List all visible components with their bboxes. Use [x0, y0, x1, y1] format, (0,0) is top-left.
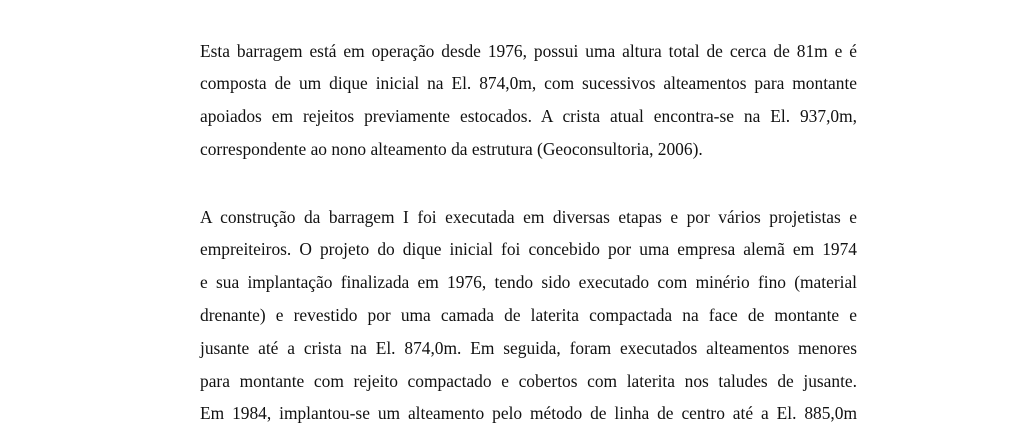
paragraph-line: composta de um dique inicial na El. 874,0m, com sucessivos alteamentos para montante — [200, 73, 857, 93]
paragraph-line: drenante) e revestido por uma camada de laterita compactada na face de montante e — [200, 305, 857, 325]
paragraph-line: A construção da barragem I foi executada em diversas etapas e por vários projetistas e — [200, 207, 857, 227]
paragraph-line: Esta barragem está em operação desde 1976, possui uma altura total de cerca de 81m e é — [200, 41, 857, 61]
paragraph-line: apoiados em rejeitos previamente estocados. A crista atual encontra-se na El. 937,0m, — [200, 106, 857, 126]
paragraph-line: Em 1984, implantou-se um alteamento pelo método de linha de centro até a El. 885,0m — [200, 403, 857, 423]
paragraph-line: para montante com rejeito compactado e cobertos com laterita nos taludes de jusante. — [200, 371, 857, 391]
paragraph-line: correspondente ao nono alteamento da estrutura (Geoconsultoria, 2006). — [200, 139, 703, 159]
paragraph-line: jusante até a crista na El. 874,0m. Em seguida, foram executados alteamentos menores — [200, 338, 857, 358]
paragraph-line: empreiteiros. O projeto do dique inicial foi concebido por uma empresa alemã em 1974 — [200, 239, 857, 259]
paragraph-line: e sua implantação finalizada em 1976, tendo sido executado com minério fino (material — [200, 272, 857, 292]
